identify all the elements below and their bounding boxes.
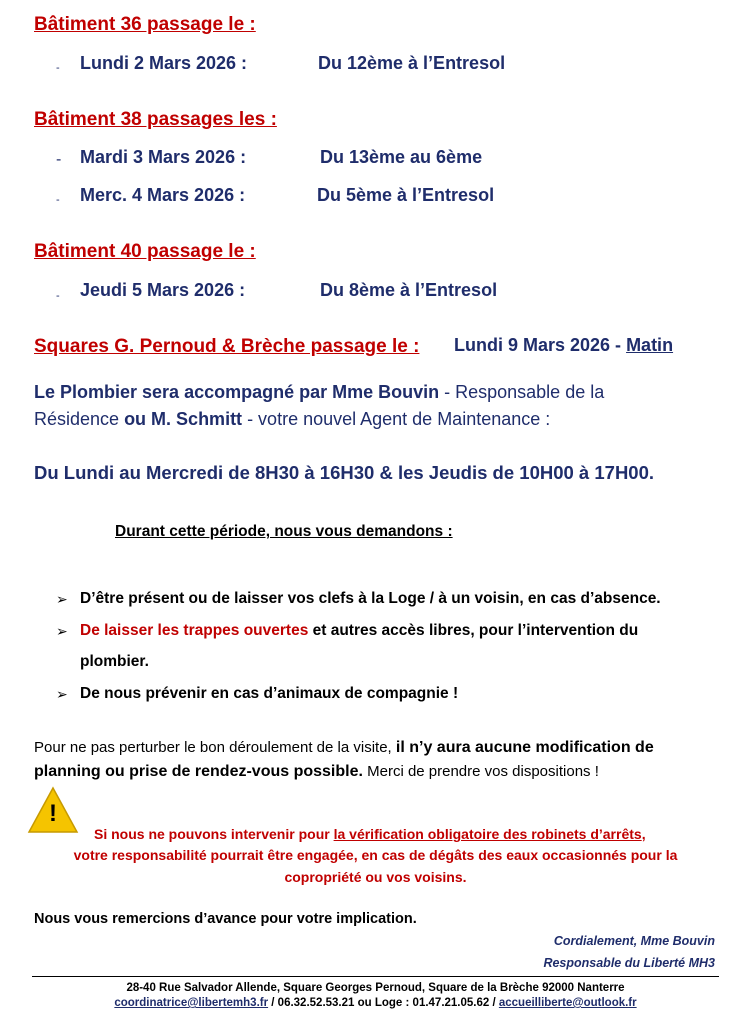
signature-line-1: Cordialement, Mme Bouvin: [553, 934, 715, 948]
warning-line-2: votre responsabilité pourrait être engagée, en cas de dégâts des eaux occasionnés pour la: [73, 847, 678, 863]
list-bullet: -: [56, 151, 62, 168]
request-item-2: De laisser les trappes ouvertes et autres accès libres, pour l’intervention du: [80, 622, 639, 639]
b38-floors-2: Du 5ème à l’Entresol: [317, 185, 495, 205]
plumber-line-1: Le Plombier sera accompagné par Mme Bouvin - Responsable de la: [34, 382, 605, 402]
heading-batiment-40: Bâtiment 40 passage le :: [34, 241, 256, 262]
arrow-bullet-icon: ➢: [56, 623, 68, 639]
heading-squares: Squares G. Pernoud & Brèche passage le :: [34, 336, 420, 357]
warning-line-1: Si nous ne pouvons intervenir pour la vérification obligatoire des robinets d’arrêts,: [94, 826, 646, 842]
footer-contacts: coordinatrice@libertemh3.fr / 06.32.52.53.21 ou Loge : 01.47.21.05.62 / accueilliberte@outlook.fr: [114, 997, 637, 1009]
request-item-1: D’être présent ou de laisser vos clefs à la Loge / à un voisin, en cas d’absence.: [80, 590, 661, 607]
b38-floors-1: Du 13ème au 6ème: [320, 147, 483, 167]
heading-batiment-36: Bâtiment 36 passage le :: [34, 14, 256, 35]
plumber-line-2: Résidence ou M. Schmitt - votre nouvel Agent de Maintenance :: [34, 409, 551, 429]
heading-batiment-38: Bâtiment 38 passages les :: [34, 109, 277, 130]
b36-date: Lundi 2 Mars 2026 :: [80, 53, 248, 73]
footer-address: 28-40 Rue Salvador Allende, Square Georges Pernoud, Square de la Brèche 92000 Nanterre: [126, 982, 625, 994]
request-heading: Durant cette période, nous vous demandons :: [115, 523, 453, 540]
visit-line-1: Pour ne pas perturber le bon déroulement de la visite, il n’y aura aucune modification de: [34, 739, 654, 756]
thanks-line: Nous vous remercions d’avance pour votre implication.: [34, 911, 417, 927]
email-link-accueil[interactable]: accueilliberte@outlook.fr: [498, 997, 637, 1009]
b40-floors: Du 8ème à l’Entresol: [320, 280, 498, 300]
squares-period: Matin: [626, 335, 674, 355]
request-item-3: De nous prévenir en cas d’animaux de compagnie !: [80, 685, 459, 702]
b36-floors: Du 12ème à l’Entresol: [318, 53, 506, 73]
arrow-bullet-icon: ➢: [56, 591, 68, 607]
list-bullet: -: [56, 194, 60, 206]
warning-icon: !: [27, 786, 79, 834]
list-bullet: -: [56, 62, 60, 74]
opening-hours: Du Lundi au Mercredi de 8H30 à 16H30 & les Jeudis de 10H00 à 17H00.: [34, 462, 655, 483]
visit-line-2: planning ou prise de rendez-vous possible. Merci de prendre vos dispositions !: [34, 763, 599, 780]
warning-line-3: copropriété ou vos voisins.: [284, 869, 467, 885]
footer-divider: [32, 976, 719, 977]
squares-date: Lundi 9 Mars 2026 - Matin: [454, 335, 674, 355]
list-bullet: -: [56, 290, 60, 302]
email-link-coordinatrice[interactable]: coordinatrice@libertemh3.fr: [114, 997, 269, 1009]
request-item-2-cont: plombier.: [80, 653, 149, 670]
signature-line-2: Responsable du Liberté MH3: [543, 956, 715, 970]
b40-date: Jeudi 5 Mars 2026 :: [80, 280, 246, 300]
arrow-bullet-icon: ➢: [56, 686, 68, 702]
b38-date-1: Mardi 3 Mars 2026 :: [80, 147, 247, 167]
b38-date-2: Merc. 4 Mars 2026 :: [80, 185, 246, 205]
